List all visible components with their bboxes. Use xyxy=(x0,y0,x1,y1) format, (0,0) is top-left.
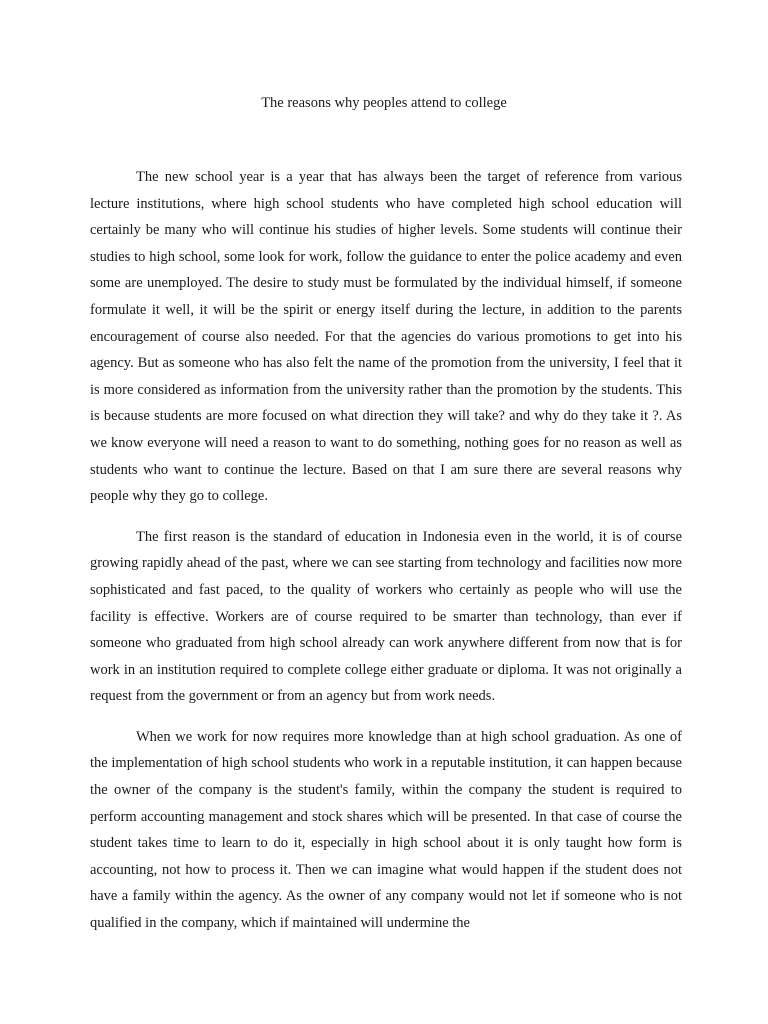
paragraph-1: The new school year is a year that has always been the target of reference from various lecture institutions, where high school students who have completed high school education will certainly be many who will continue his studies of higher levels. Some students will continue their studies to high school, some look for work, follow the guidance to enter the police academy and even some are unemployed. The desire to study must be formulated by the individual himself, if someone formulate it well, it will be the spirit or energy itself during the lecture, in addition to the parents encouragement of course also needed. For that the agencies do various promotions to get into his agency. But as someone who has also felt the name of the promotion from the university, I feel that it is more considered as information from the university rather than the promotion by the students. This is because students are more focused on what direction they will take? and why do they take it ?. As we know everyone will need a reason to want to do something, nothing goes for no reason as well as students who want to continue the lecture. Based on that I am sure there are several reasons why people why they go to college. xyxy=(90,169,682,505)
document-title: The reasons why peoples attend to college xyxy=(261,95,507,111)
document-body xyxy=(90,164,682,951)
paragraph-2: The first reason is the standard of education in Indonesia even in the world, it is of course growing rapidly ahead of the past, where we can see starting from technology and facilities now more sophisticated and fast paced, to the quality of workers who certainly as people who will use the facility is effective. Workers are of course required to be smarter than technology, than ever if someone who graduated from high school already can work anywhere different from now that is for work in an institution required to complete college either graduate or diploma. It was not originally a request from the government or from an agency but from work needs. xyxy=(90,528,682,705)
paragraph-3: When we work for now requires more knowledge than at high school graduation. As one of the implementation of high school students who work in a reputable institution, it can happen because the owner of the company is the student's family, within the company the student is required to perform accounting management and stock shares which will be presented. In that case of course the student takes time to learn to do it, especially in high school about it is only taught how form is accounting, not how to process it. Then we can imagine what would happen if the student does not have a family within the agency. As the owner of any company would not let if someone who is not qualified in the company, which if maintained will undermine the xyxy=(90,728,682,932)
